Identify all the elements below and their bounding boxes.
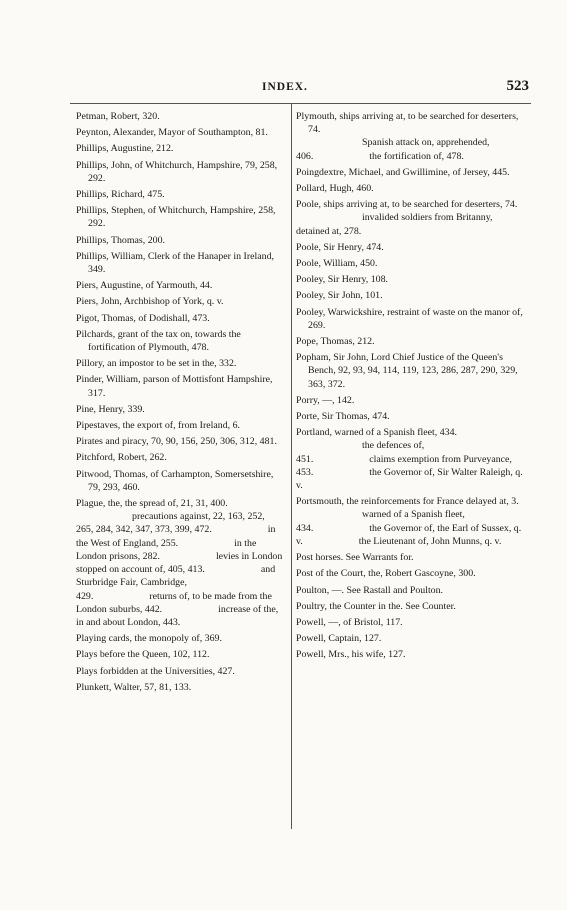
index-entry (296, 257, 524, 270)
entry-heading: Phillips, Augustine, 212. (76, 143, 174, 155)
index-entry (76, 632, 284, 645)
entry-heading: Poole, William, 450. (296, 258, 378, 270)
entry-heading: Peynton, Alexander, Mayor of Southampton, 81. (76, 127, 268, 139)
index-entry (76, 648, 284, 661)
index-entry (76, 142, 284, 155)
index-entry (296, 289, 524, 302)
entry-subheading: Spanish attack on, apprehended, 406. (296, 137, 490, 162)
entry-heading: Powell, Mrs., his wife, 127. (296, 649, 406, 661)
entry-subheading: and Sturbridge Fair, Cambridge, 429. (76, 564, 276, 602)
header-rule (70, 103, 531, 104)
entry-heading: Plays before the Queen, 102, 112. (76, 649, 210, 661)
index-column-left (76, 110, 284, 697)
entry-heading: Phillips, William, Clerk of the Hanaper in Ireland, 349. (76, 250, 274, 276)
entry-subheading: the fortification of, 478. (369, 150, 464, 162)
entry-heading: Pipestaves, the export of, from Ireland, 6. (76, 420, 240, 432)
entry-heading: Pillory, an impostor to be set in the, 332. (76, 358, 237, 370)
index-entry (296, 273, 524, 286)
index-entry (296, 616, 524, 629)
entry-heading: Phillips, John, of Whitchurch, Hampshire, 79, 258, 292. (76, 159, 278, 184)
index-entry (76, 328, 284, 354)
page-header (0, 78, 567, 101)
entry-heading: Piers, John, Archbishop of York, q. v. (76, 296, 224, 308)
index-entry (76, 373, 284, 399)
entry-subheading: the Governor of, the Earl of Sussex, q. v. (296, 522, 522, 547)
entry-heading: Pinder, William, parson of Mottisfont Hampshire, 317. (76, 374, 273, 399)
entry-heading: Poultry, the Counter in the. See Counter. (296, 600, 456, 612)
index-entry (296, 584, 524, 597)
entry-heading: Poole, ships arriving at, to be searched for deserters, 74. (296, 199, 518, 211)
entry-heading: Piers, Augustine, of Yarmouth, 44. (76, 280, 213, 292)
entry-heading: Poulton, —. See Rastall and Poulton. (296, 584, 444, 596)
entry-heading: Portland, warned of a Spanish fleet, 434. (296, 427, 457, 439)
index-entry (76, 188, 284, 201)
entry-heading: Powell, Captain, 127. (296, 633, 382, 645)
page-number: 523 (506, 78, 529, 94)
index-entry (76, 681, 284, 694)
index-entry (296, 632, 524, 645)
index-entry (296, 182, 524, 195)
entry-heading: Popham, Sir John, Lord Chief Justice of the Queen's Bench, 92, 93, 94, 114, 119, 123, 286, 287, 290, 329, 363, 372. (296, 352, 518, 390)
index-entry (76, 295, 284, 308)
entry-heading: Playing cards, the monopoly of, 369. (76, 633, 222, 645)
index-column-right (296, 110, 524, 665)
entry-heading: Phillips, Stephen, of Whitchurch, Hampshire, 258, 292. (76, 205, 276, 230)
entry-heading: Plunkett, Walter, 57, 81, 133. (76, 681, 192, 693)
entry-subheading: the Lieutenant of, John Munns, q. v. (358, 535, 502, 547)
index-entry (76, 234, 284, 247)
entry-heading: Pine, Henry, 339. (76, 403, 145, 415)
index-entry (296, 166, 524, 179)
index-entry (296, 495, 524, 548)
entry-heading: Poole, Sir Henry, 474. (296, 241, 384, 253)
entry-subheading: invalided soldiers from Britanny, detained at, 278. (296, 212, 493, 237)
index-entry (76, 419, 284, 432)
index-entry (76, 497, 284, 629)
index-entry (296, 241, 524, 254)
entry-subheading: precautions against, 22, 163, 252, 265, 284, 342, 347, 373, 399, 472. (76, 511, 265, 536)
entry-heading: Post of the Court, the, Robert Gascoyne, 300. (296, 568, 476, 580)
index-entry (76, 159, 284, 185)
entry-heading: Plymouth, ships arriving at, to be searched for deserters, 74. (296, 111, 519, 136)
index-entry (296, 110, 524, 163)
entry-heading: Pilchards, grant of the tax on, towards the fortification of Plymouth, 478. (76, 328, 241, 354)
entry-subheading: in the London prisons, 282. (76, 537, 257, 562)
entry-heading: Pope, Thomas, 212. (296, 336, 375, 348)
index-entry (296, 351, 524, 391)
entry-subheading: warned of a Spanish fleet, 434. (296, 509, 465, 534)
entry-heading: Pitchford, Robert, 262. (76, 452, 167, 464)
entry-subheading: returns of, to be made from the London suburbs, 442. (76, 590, 272, 615)
running-title: INDEX. (262, 81, 308, 93)
index-entry (76, 110, 284, 123)
entry-subheading: increase of the, in and about London, 443. (76, 603, 279, 628)
entry-heading: Petman, Robert, 320. (76, 111, 160, 122)
entry-subheading: the Governor of, Sir Walter Raleigh, q. v. (296, 466, 523, 492)
entry-heading: Poingdextre, Michael, and Gwillimine, of Jersey, 445. (296, 166, 510, 178)
entry-heading: Pollard, Hugh, 460. (296, 183, 374, 195)
index-entry (76, 279, 284, 292)
index-entry (296, 551, 524, 564)
entry-heading: Plays forbidden at the Universities, 427. (76, 665, 235, 677)
index-entry (296, 426, 524, 492)
index-entry (76, 312, 284, 325)
index-entry (76, 126, 284, 139)
entry-heading: Phillips, Richard, 475. (76, 189, 165, 201)
entry-subheading: the defences of, 451. (296, 440, 425, 465)
entry-heading: Pitwood, Thomas, of Carhampton, Somersetshire, 79, 293, 460. (76, 468, 274, 493)
index-entry (76, 403, 284, 416)
index-entry (76, 468, 284, 494)
index-entry (296, 335, 524, 348)
index-entry (76, 250, 284, 276)
index-entry (76, 451, 284, 464)
entry-subheading: levies in London stopped on account of, 405, 413. (76, 550, 283, 576)
entry-heading: Post horses. See Warrants for. (296, 552, 414, 564)
index-entry (296, 198, 524, 238)
index-entry (296, 410, 524, 423)
index-entry (76, 665, 284, 678)
entry-subheading: claims exemption from Purveyance, 453. (296, 453, 512, 478)
entry-subheading: in the West of England, 255. (76, 524, 276, 549)
index-entry (76, 435, 284, 448)
entry-heading: Powell, —, of Bristol, 117. (296, 616, 403, 628)
index-entry (76, 204, 284, 230)
column-divider (291, 103, 292, 829)
entry-heading: Pirates and piracy, 70, 90, 156, 250, 306, 312, 481. (76, 436, 277, 448)
index-entry (296, 648, 524, 661)
entry-heading: Pooley, Sir Henry, 108. (296, 274, 388, 286)
index-entry (296, 567, 524, 580)
entry-heading: Pooley, Sir John, 101. (296, 290, 383, 302)
index-entry (76, 357, 284, 370)
entry-heading: Porte, Sir Thomas, 474. (296, 411, 390, 423)
entry-heading: Portsmouth, the reinforcements for France delayed at, 3. (296, 496, 519, 508)
index-entry (296, 394, 524, 407)
entry-heading: Phillips, Thomas, 200. (76, 234, 165, 246)
entry-heading: Pigot, Thomas, of Dodishall, 473. (76, 312, 210, 324)
entry-heading: Porry, —, 142. (296, 394, 355, 406)
entry-heading: Plague, the, the spread of, 21, 31, 400. (76, 498, 228, 510)
index-entry (296, 306, 524, 332)
index-entry (296, 600, 524, 613)
entry-heading: Pooley, Warwickshire, restraint of waste on the manor of, 269. (296, 306, 523, 331)
